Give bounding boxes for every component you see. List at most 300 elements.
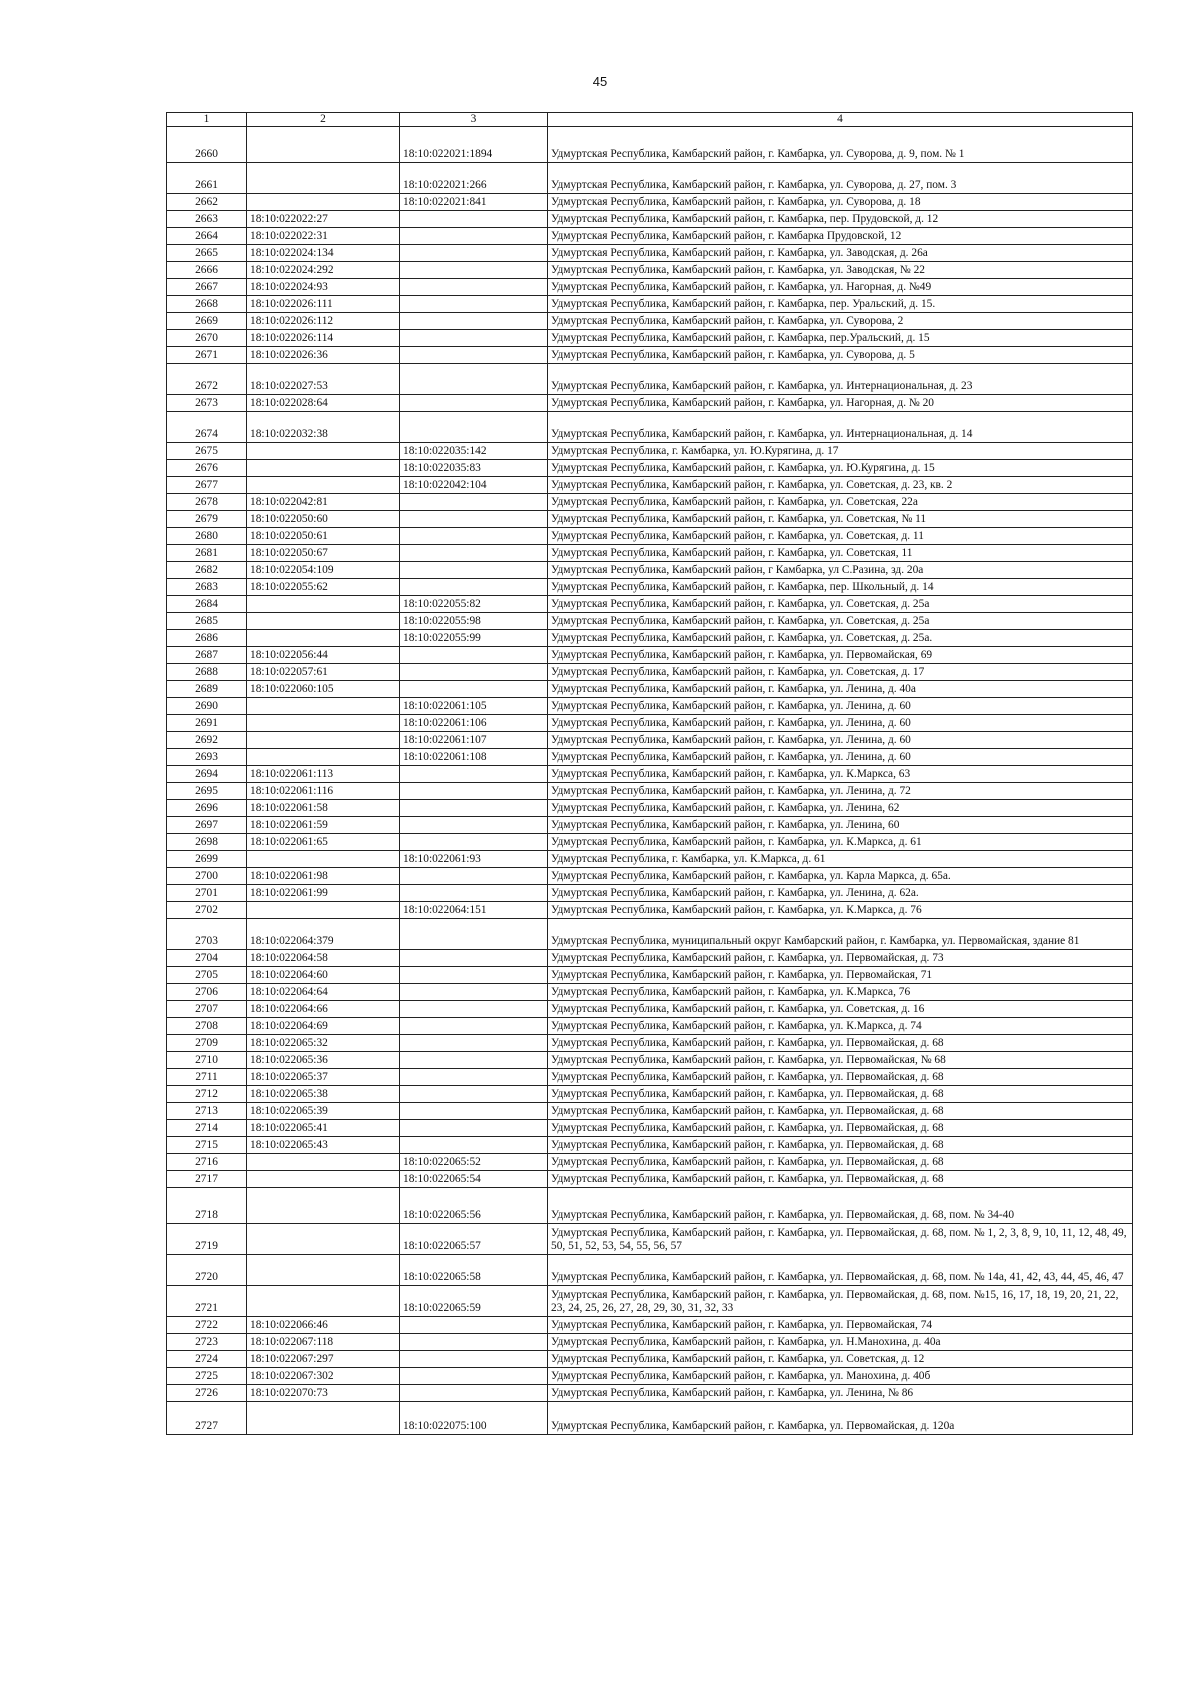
cell-number: 2707 <box>167 1001 247 1018</box>
cell-cadastral-object <box>400 1086 548 1103</box>
table-row <box>167 1154 1133 1171</box>
cell-address: Удмуртская Республика, Камбарский район, г. Камбарка, ул. Первомайская, д. 68 <box>548 1137 1133 1154</box>
table-row <box>167 1224 1133 1255</box>
cell-cadastral-object <box>400 1368 548 1385</box>
cell-address: Удмуртская Республика, Камбарский район, г. Камбарка, ул. Советская, д. 11 <box>548 528 1133 545</box>
cell-number: 2679 <box>167 511 247 528</box>
cell-cadastral-object <box>400 1001 548 1018</box>
cell-address: Удмуртская Республика, Камбарский район, г. Камбарка, ул. К.Маркса, 63 <box>548 766 1133 783</box>
cell-address: Удмуртская Республика, Камбарский район, г. Камбарка, ул. Ленина, д. 62а. <box>548 885 1133 902</box>
cell-number: 2686 <box>167 630 247 647</box>
cell-cadastral-parcel <box>247 477 400 494</box>
table-row <box>167 919 1133 950</box>
cell-address: Удмуртская Республика, Камбарский район, г. Камбарка, ул. К.Маркса, 76 <box>548 984 1133 1001</box>
header-col-3: 3 <box>400 113 548 127</box>
table-row <box>167 163 1133 194</box>
table-row <box>167 1188 1133 1224</box>
cell-cadastral-object <box>400 1103 548 1120</box>
table-row <box>167 1171 1133 1188</box>
cell-cadastral-object <box>400 1334 548 1351</box>
table-row <box>167 681 1133 698</box>
cell-cadastral-object <box>400 919 548 950</box>
cell-address: Удмуртская Республика, Камбарский район, г. Камбарка, ул. Советская, д. 23, кв. 2 <box>548 477 1133 494</box>
cell-address: Удмуртская Республика, Камбарский район, г. Камбарка, ул. Заводская, д. 26а <box>548 245 1133 262</box>
cell-address: Удмуртская Республика, Камбарский район, г. Камбарка, ул. Первомайская, д. 68 <box>548 1154 1133 1171</box>
cell-number: 2693 <box>167 749 247 766</box>
cell-address: Удмуртская Республика, Камбарский район, г. Камбарка, ул. Первомайская, 71 <box>548 967 1133 984</box>
cell-number: 2691 <box>167 715 247 732</box>
cell-number: 2680 <box>167 528 247 545</box>
cell-cadastral-object: 18:10:022065:52 <box>400 1154 548 1171</box>
cell-cadastral-parcel <box>247 1286 400 1317</box>
cell-address: Удмуртская Республика, Камбарский район, г. Камбарка, ул. Нагорная, д. №49 <box>548 279 1133 296</box>
cell-cadastral-object <box>400 817 548 834</box>
table-row <box>167 902 1133 919</box>
table-row <box>167 296 1133 313</box>
cell-address: Удмуртская Республика, Камбарский район, г. Камбарка, ул. Первомайская, д. 68, пом. № 14а, 41, 42, 43, 44, 45, 46, 47 <box>548 1255 1133 1286</box>
cell-cadastral-parcel <box>247 443 400 460</box>
cell-cadastral-object <box>400 511 548 528</box>
cell-address: Удмуртская Республика, Камбарский район, г. Камбарка, ул. Ленина, 62 <box>548 800 1133 817</box>
cell-address: Удмуртская Республика, Камбарский район, г. Камбарка, ул. Первомайская, д. 73 <box>548 950 1133 967</box>
cell-cadastral-parcel: 18:10:022067:297 <box>247 1351 400 1368</box>
cell-address: Удмуртская Республика, Камбарский район, г. Камбарка, ул. Суворова, д. 5 <box>548 347 1133 364</box>
cell-address: Удмуртская Республика, г. Камбарка, ул. К.Маркса, д. 61 <box>548 851 1133 868</box>
cell-cadastral-object <box>400 1351 548 1368</box>
cell-number: 2661 <box>167 163 247 194</box>
cell-cadastral-parcel <box>247 732 400 749</box>
cell-cadastral-object: 18:10:022061:108 <box>400 749 548 766</box>
cell-number: 2703 <box>167 919 247 950</box>
table-row <box>167 494 1133 511</box>
cell-cadastral-parcel: 18:10:022057:61 <box>247 664 400 681</box>
table-row <box>167 1317 1133 1334</box>
cell-address: Удмуртская Республика, Камбарский район, г. Камбарка, ул. Первомайская, 69 <box>548 647 1133 664</box>
table-row <box>167 817 1133 834</box>
cell-cadastral-parcel: 18:10:022067:302 <box>247 1368 400 1385</box>
table-row <box>167 313 1133 330</box>
cell-cadastral-parcel: 18:10:022026:36 <box>247 347 400 364</box>
cell-cadastral-parcel: 18:10:022056:44 <box>247 647 400 664</box>
cell-cadastral-object <box>400 279 548 296</box>
cell-cadastral-parcel: 18:10:022061:58 <box>247 800 400 817</box>
cell-address: Удмуртская Республика, Камбарский район, г. Камбарка, ул. Ленина, 60 <box>548 817 1133 834</box>
cell-number: 2696 <box>167 800 247 817</box>
cell-number: 2698 <box>167 834 247 851</box>
cell-cadastral-parcel: 18:10:022064:379 <box>247 919 400 950</box>
registry-table <box>166 112 1133 1435</box>
cell-address: Удмуртская Республика, Камбарский район, г. Камбарка, ул. Первомайская, 74 <box>548 1317 1133 1334</box>
cell-number: 2674 <box>167 412 247 443</box>
cell-address: Удмуртская Республика, Камбарский район, г. Камбарка, ул. Карла Маркса, д. 65а. <box>548 868 1133 885</box>
cell-cadastral-object <box>400 262 548 279</box>
cell-cadastral-object: 18:10:022061:105 <box>400 698 548 715</box>
cell-cadastral-object <box>400 364 548 395</box>
cell-number: 2714 <box>167 1120 247 1137</box>
cell-cadastral-parcel <box>247 613 400 630</box>
cell-cadastral-object: 18:10:022035:142 <box>400 443 548 460</box>
cell-cadastral-object <box>400 1018 548 1035</box>
cell-address: Удмуртская Республика, Камбарский район, г. Камбарка Прудовской, 12 <box>548 228 1133 245</box>
cell-address: Удмуртская Республика, Камбарский район, г. Камбарка, ул. Первомайская, д. 68 <box>548 1120 1133 1137</box>
cell-number: 2692 <box>167 732 247 749</box>
cell-address: Удмуртская Республика, Камбарский район, г. Камбарка, пер. Уральский, д. 15. <box>548 296 1133 313</box>
cell-cadastral-object <box>400 528 548 545</box>
cell-number: 2672 <box>167 364 247 395</box>
table-row <box>167 395 1133 412</box>
cell-cadastral-object: 18:10:022061:93 <box>400 851 548 868</box>
cell-cadastral-object <box>400 330 548 347</box>
cell-number: 2682 <box>167 562 247 579</box>
table-row <box>167 1334 1133 1351</box>
cell-address: Удмуртская Республика, Камбарский район, г. Камбарка, ул. Нагорная, д. № 20 <box>548 395 1133 412</box>
cell-number: 2668 <box>167 296 247 313</box>
cell-number: 2711 <box>167 1069 247 1086</box>
table-row <box>167 262 1133 279</box>
cell-cadastral-parcel <box>247 127 400 163</box>
cell-address: Удмуртская Республика, Камбарский район, г. Камбарка, ул. Первомайская, д. 68, пом. №15, 16, 17, 18, 19, 20, 21, 22, 23, 24, 25, 26, 27, 28, 29, 30, 31, 32, 33 <box>548 1286 1133 1317</box>
table-row <box>167 800 1133 817</box>
cell-address: Удмуртская Республика, муниципальный округ Камбарский район, г. Камбарка, ул. Первомайская, здание 81 <box>548 919 1133 950</box>
cell-cadastral-object <box>400 1052 548 1069</box>
cell-cadastral-parcel: 18:10:022024:93 <box>247 279 400 296</box>
cell-address: Удмуртская Республика, Камбарский район, г. Камбарка, ул. Советская, д. 12 <box>548 1351 1133 1368</box>
cell-cadastral-parcel: 18:10:022065:41 <box>247 1120 400 1137</box>
table-row <box>167 1255 1133 1286</box>
cell-cadastral-parcel: 18:10:022065:37 <box>247 1069 400 1086</box>
cell-address: Удмуртская Республика, Камбарский район, г. Камбарка, ул. Советская, д. 25а <box>548 613 1133 630</box>
table-row <box>167 245 1133 262</box>
cell-cadastral-parcel <box>247 630 400 647</box>
cell-address: Удмуртская Республика, Камбарский район, г. Камбарка, ул. К.Маркса, д. 76 <box>548 902 1133 919</box>
cell-number: 2697 <box>167 817 247 834</box>
cell-cadastral-object <box>400 579 548 596</box>
cell-cadastral-parcel: 18:10:022050:60 <box>247 511 400 528</box>
cell-number: 2681 <box>167 545 247 562</box>
cell-cadastral-object <box>400 800 548 817</box>
cell-address: Удмуртская Республика, Камбарский район, г. Камбарка, ул. Первомайская, д. 68, пом. № 34-40 <box>548 1188 1133 1224</box>
cell-address: Удмуртская Республика, Камбарский район, г. Камбарка, ул. Интернациональная, д. 23 <box>548 364 1133 395</box>
cell-cadastral-object <box>400 984 548 1001</box>
cell-cadastral-object <box>400 1317 548 1334</box>
cell-number: 2712 <box>167 1086 247 1103</box>
cell-cadastral-parcel: 18:10:022064:69 <box>247 1018 400 1035</box>
table-row <box>167 834 1133 851</box>
cell-address: Удмуртская Республика, Камбарский район, г. Камбарка, ул. Советская, д. 25а <box>548 596 1133 613</box>
cell-address: Удмуртская Республика, Камбарский район, г. Камбарка, ул. Первомайская, д. 68 <box>548 1086 1133 1103</box>
cell-cadastral-object <box>400 211 548 228</box>
cell-number: 2683 <box>167 579 247 596</box>
cell-cadastral-object: 18:10:022065:59 <box>400 1286 548 1317</box>
cell-cadastral-object <box>400 967 548 984</box>
cell-address: Удмуртская Республика, Камбарский район, г. Камбарка, ул. Советская, д. 25а. <box>548 630 1133 647</box>
cell-cadastral-object <box>400 681 548 698</box>
cell-cadastral-parcel: 18:10:022026:112 <box>247 313 400 330</box>
cell-address: Удмуртская Республика, Камбарский район, г. Камбарка, пер. Школьный, д. 14 <box>548 579 1133 596</box>
cell-cadastral-object <box>400 766 548 783</box>
cell-number: 2663 <box>167 211 247 228</box>
cell-cadastral-parcel: 18:10:022026:114 <box>247 330 400 347</box>
cell-cadastral-object <box>400 395 548 412</box>
table-row <box>167 967 1133 984</box>
cell-address: Удмуртская Республика, Камбарский район, г. Камбарка, ул. Первомайская, д. 68 <box>548 1035 1133 1052</box>
cell-cadastral-object <box>400 950 548 967</box>
cell-address: Удмуртская Республика, Камбарский район, г. Камбарка, ул. Заводская, № 22 <box>548 262 1133 279</box>
cell-cadastral-object <box>400 885 548 902</box>
cell-number: 2717 <box>167 1171 247 1188</box>
cell-address: Удмуртская Республика, Камбарский район, г. Камбарка, ул. Суворова, д. 9, пом. № 1 <box>548 127 1133 163</box>
cell-number: 2724 <box>167 1351 247 1368</box>
cell-cadastral-object <box>400 245 548 262</box>
cell-address: Удмуртская Республика, Камбарский район, г. Камбарка, ул. Манохина, д. 40б <box>548 1368 1133 1385</box>
cell-number: 2687 <box>167 647 247 664</box>
cell-number: 2695 <box>167 783 247 800</box>
table-row <box>167 1035 1133 1052</box>
cell-number: 2665 <box>167 245 247 262</box>
cell-address: Удмуртская Республика, Камбарский район, г. Камбарка, ул. К.Маркса, д. 61 <box>548 834 1133 851</box>
cell-cadastral-parcel: 18:10:022067:118 <box>247 1334 400 1351</box>
cell-cadastral-object <box>400 647 548 664</box>
cell-cadastral-object <box>400 1120 548 1137</box>
cell-cadastral-parcel: 18:10:022026:111 <box>247 296 400 313</box>
table-row <box>167 562 1133 579</box>
cell-cadastral-parcel: 18:10:022064:58 <box>247 950 400 967</box>
header-col-4: 4 <box>548 113 1133 127</box>
cell-cadastral-object <box>400 1069 548 1086</box>
cell-number: 2722 <box>167 1317 247 1334</box>
table-row <box>167 1001 1133 1018</box>
table-row <box>167 347 1133 364</box>
table-row <box>167 1120 1133 1137</box>
cell-cadastral-object: 18:10:022021:266 <box>400 163 548 194</box>
cell-number: 2702 <box>167 902 247 919</box>
cell-cadastral-object: 18:10:022055:99 <box>400 630 548 647</box>
cell-cadastral-object: 18:10:022065:56 <box>400 1188 548 1224</box>
table-body <box>167 127 1133 1435</box>
cell-cadastral-parcel: 18:10:022065:38 <box>247 1086 400 1103</box>
table-row <box>167 1103 1133 1120</box>
cell-number: 2689 <box>167 681 247 698</box>
cell-cadastral-parcel: 18:10:022027:53 <box>247 364 400 395</box>
cell-number: 2723 <box>167 1334 247 1351</box>
cell-address: Удмуртская Республика, Камбарский район, г. Камбарка, ул. Ленина, № 86 <box>548 1385 1133 1402</box>
cell-address: Удмуртская Республика, Камбарский район, г. Камбарка, ул. Ленина, д. 72 <box>548 783 1133 800</box>
cell-number: 2718 <box>167 1188 247 1224</box>
table-row <box>167 596 1133 613</box>
cell-cadastral-parcel: 18:10:022024:292 <box>247 262 400 279</box>
table-row <box>167 715 1133 732</box>
table-row <box>167 613 1133 630</box>
cell-number: 2710 <box>167 1052 247 1069</box>
cell-cadastral-object <box>400 783 548 800</box>
header-col-1: 1 <box>167 113 247 127</box>
cell-cadastral-parcel: 18:10:022061:113 <box>247 766 400 783</box>
cell-address: Удмуртская Республика, Камбарский район, г. Камбарка, ул. Советская, № 11 <box>548 511 1133 528</box>
cell-cadastral-parcel: 18:10:022066:46 <box>247 1317 400 1334</box>
cell-number: 2669 <box>167 313 247 330</box>
table-row <box>167 885 1133 902</box>
cell-cadastral-object <box>400 412 548 443</box>
cell-number: 2671 <box>167 347 247 364</box>
cell-number: 2721 <box>167 1286 247 1317</box>
cell-address: Удмуртская Республика, Камбарский район, г. Камбарка, ул. Первомайская, д. 68 <box>548 1171 1133 1188</box>
cell-address: Удмуртская Республика, Камбарский район, г. Камбарка, ул. Советская, 11 <box>548 545 1133 562</box>
cell-cadastral-object <box>400 1385 548 1402</box>
table-row <box>167 1137 1133 1154</box>
cell-cadastral-parcel <box>247 1224 400 1255</box>
cell-cadastral-object <box>400 868 548 885</box>
cell-cadastral-parcel: 18:10:022065:32 <box>247 1035 400 1052</box>
cell-address: Удмуртская Республика, Камбарский район, г. Камбарка, ул. Интернациональная, д. 14 <box>548 412 1133 443</box>
cell-cadastral-parcel <box>247 1171 400 1188</box>
cell-cadastral-parcel <box>247 596 400 613</box>
page-number: 45 <box>592 74 608 89</box>
cell-address: Удмуртская Республика, Камбарский район, г. Камбарка, ул. Ю.Курягина, д. 15 <box>548 460 1133 477</box>
cell-number: 2688 <box>167 664 247 681</box>
table-row <box>167 511 1133 528</box>
cell-cadastral-parcel: 18:10:022061:59 <box>247 817 400 834</box>
cell-address: Удмуртская Республика, Камбарский район, г. Камбарка, ул. Первомайская, д. 120а <box>548 1402 1133 1435</box>
cell-number: 2685 <box>167 613 247 630</box>
cell-cadastral-parcel: 18:10:022050:61 <box>247 528 400 545</box>
table-row <box>167 1069 1133 1086</box>
cell-cadastral-parcel: 18:10:022061:99 <box>247 885 400 902</box>
table-row <box>167 279 1133 296</box>
table-row <box>167 228 1133 245</box>
table-row <box>167 984 1133 1001</box>
cell-address: Удмуртская Республика, Камбарский район, г. Камбарка, ул. Ленина, д. 40а <box>548 681 1133 698</box>
cell-address: Удмуртская Республика, Камбарский район, г. Камбарка, ул. Суворова, д. 27, пом. 3 <box>548 163 1133 194</box>
table-row <box>167 950 1133 967</box>
cell-number: 2676 <box>167 460 247 477</box>
table-row <box>167 1052 1133 1069</box>
cell-cadastral-parcel: 18:10:022064:60 <box>247 967 400 984</box>
cell-number: 2670 <box>167 330 247 347</box>
cell-address: Удмуртская Республика, Камбарский район, г. Камбарка, ул. Первомайская, д. 68 <box>548 1069 1133 1086</box>
cell-address: Удмуртская Республика, Камбарский район, г. Камбарка, ул. Советская, д. 17 <box>548 664 1133 681</box>
cell-cadastral-parcel <box>247 194 400 211</box>
cell-number: 2705 <box>167 967 247 984</box>
cell-cadastral-parcel <box>247 1402 400 1435</box>
cell-cadastral-parcel: 18:10:022050:67 <box>247 545 400 562</box>
cell-number: 2660 <box>167 127 247 163</box>
cell-number: 2713 <box>167 1103 247 1120</box>
cell-number: 2677 <box>167 477 247 494</box>
cell-cadastral-parcel: 18:10:022061:65 <box>247 834 400 851</box>
cell-cadastral-object: 18:10:022055:98 <box>400 613 548 630</box>
cell-address: Удмуртская Республика, Камбарский район, г. Камбарка, ул. Первомайская, д. 68, пом. № 1, 2, 3, 8, 9, 10, 11, 12, 48, 49, 50, 51, 52, 53, 54, 55, 56, 57 <box>548 1224 1133 1255</box>
cell-number: 2700 <box>167 868 247 885</box>
cell-number: 2673 <box>167 395 247 412</box>
cell-address: Удмуртская Республика, Камбарский район, г. Камбарка, ул. Суворова, 2 <box>548 313 1133 330</box>
cell-cadastral-parcel: 18:10:022064:64 <box>247 984 400 1001</box>
header-col-2: 2 <box>247 113 400 127</box>
table-row <box>167 630 1133 647</box>
cell-number: 2706 <box>167 984 247 1001</box>
table-row <box>167 766 1133 783</box>
table-row <box>167 749 1133 766</box>
cell-cadastral-object <box>400 1035 548 1052</box>
table-row <box>167 1018 1133 1035</box>
cell-cadastral-object: 18:10:022065:58 <box>400 1255 548 1286</box>
cell-cadastral-object <box>400 664 548 681</box>
table-row <box>167 1385 1133 1402</box>
cell-number: 2666 <box>167 262 247 279</box>
cell-cadastral-object: 18:10:022021:1894 <box>400 127 548 163</box>
cell-cadastral-parcel: 18:10:022054:109 <box>247 562 400 579</box>
cell-cadastral-parcel <box>247 163 400 194</box>
cell-cadastral-object: 18:10:022042:104 <box>400 477 548 494</box>
cell-cadastral-object <box>400 834 548 851</box>
cell-cadastral-object: 18:10:022055:82 <box>400 596 548 613</box>
cell-cadastral-object: 18:10:022065:57 <box>400 1224 548 1255</box>
table-row <box>167 211 1133 228</box>
cell-number: 2675 <box>167 443 247 460</box>
cell-cadastral-parcel: 18:10:022060:105 <box>247 681 400 698</box>
cell-address: Удмуртская Республика, Камбарский район, г. Камбарка, ул. К.Маркса, д. 74 <box>548 1018 1133 1035</box>
table-row <box>167 1286 1133 1317</box>
table-row <box>167 460 1133 477</box>
cell-address: Удмуртская Республика, Камбарский район, г. Камбарка, ул. Н.Манохина, д. 40а <box>548 1334 1133 1351</box>
cell-cadastral-parcel <box>247 1255 400 1286</box>
cell-number: 2725 <box>167 1368 247 1385</box>
table-row <box>167 868 1133 885</box>
cell-number: 2709 <box>167 1035 247 1052</box>
cell-cadastral-parcel: 18:10:022061:98 <box>247 868 400 885</box>
cell-cadastral-object <box>400 313 548 330</box>
cell-number: 2690 <box>167 698 247 715</box>
cell-cadastral-parcel: 18:10:022042:81 <box>247 494 400 511</box>
cell-cadastral-parcel: 18:10:022022:31 <box>247 228 400 245</box>
cell-address: Удмуртская Республика, Камбарский район, г. Камбарка, ул. Суворова, д. 18 <box>548 194 1133 211</box>
cell-cadastral-parcel: 18:10:022065:39 <box>247 1103 400 1120</box>
table-row <box>167 732 1133 749</box>
cell-cadastral-parcel <box>247 902 400 919</box>
cell-cadastral-parcel <box>247 460 400 477</box>
cell-number: 2664 <box>167 228 247 245</box>
cell-address: Удмуртская Республика, Камбарский район, г. Камбарка, ул. Советская, 22а <box>548 494 1133 511</box>
cell-number: 2684 <box>167 596 247 613</box>
cell-cadastral-object <box>400 296 548 313</box>
cell-address: Удмуртская Республика, Камбарский район, г Камбарка, ул С.Разина, зд. 20а <box>548 562 1133 579</box>
table-row <box>167 364 1133 395</box>
table-row <box>167 1368 1133 1385</box>
table-row <box>167 647 1133 664</box>
cell-number: 2726 <box>167 1385 247 1402</box>
table-row <box>167 545 1133 562</box>
cell-cadastral-object: 18:10:022061:106 <box>400 715 548 732</box>
cell-cadastral-parcel <box>247 715 400 732</box>
table-row <box>167 1351 1133 1368</box>
cell-address: Удмуртская Республика, Камбарский район, г. Камбарка, ул. Ленина, д. 60 <box>548 715 1133 732</box>
table-row <box>167 1086 1133 1103</box>
cell-cadastral-parcel <box>247 1188 400 1224</box>
table-row <box>167 579 1133 596</box>
table-row <box>167 698 1133 715</box>
cell-address: Удмуртская Республика, Камбарский район, г. Камбарка, ул. Ленина, д. 60 <box>548 732 1133 749</box>
cell-address: Удмуртская Республика, Камбарский район, г. Камбарка, пер. Прудовской, д. 12 <box>548 211 1133 228</box>
table-row <box>167 194 1133 211</box>
cell-cadastral-object: 18:10:022035:83 <box>400 460 548 477</box>
cell-number: 2715 <box>167 1137 247 1154</box>
header-row <box>167 113 1133 127</box>
cell-cadastral-object: 18:10:022064:151 <box>400 902 548 919</box>
cell-cadastral-object: 18:10:022075:100 <box>400 1402 548 1435</box>
cell-number: 2727 <box>167 1402 247 1435</box>
table-row <box>167 1402 1133 1435</box>
cell-cadastral-parcel <box>247 1154 400 1171</box>
table-row <box>167 477 1133 494</box>
